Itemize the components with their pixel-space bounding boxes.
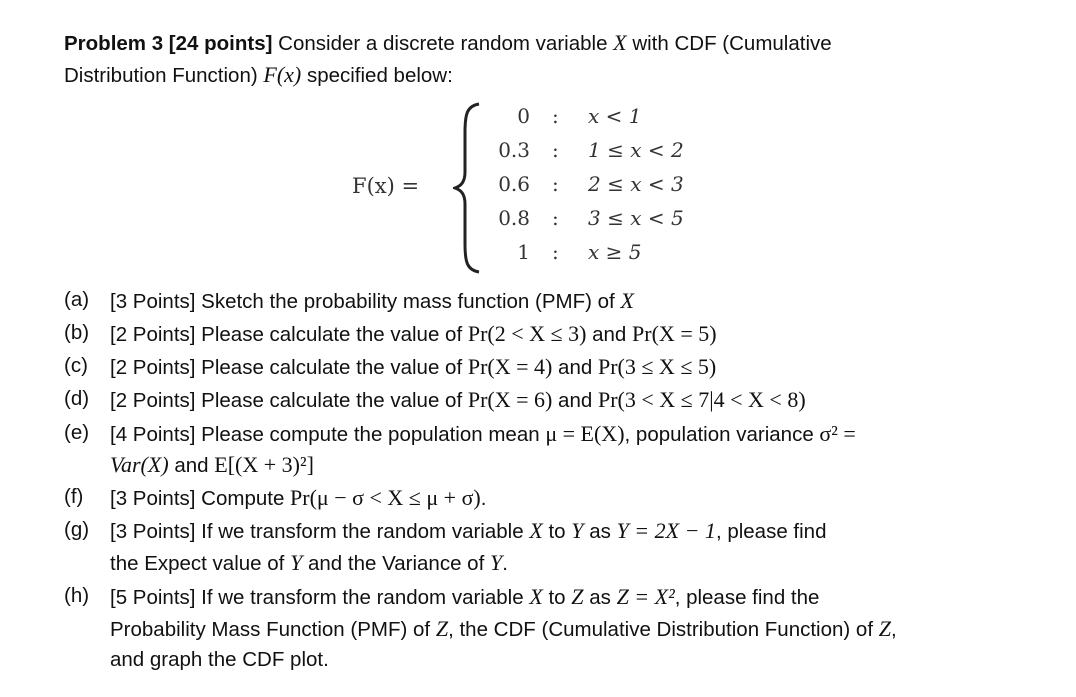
math-expression: Pr(3 < X ≤ 7|4 < X < 8) [597, 387, 806, 412]
question-label: (a) [64, 288, 90, 311]
question-text: and [552, 356, 598, 379]
cdf-value: 0.8 [498, 206, 530, 230]
cdf-value: 0.6 [498, 172, 530, 196]
problem-intro-line-1 [64, 30, 832, 56]
question-text: , please find the [674, 586, 820, 609]
intro-text: specified below: [301, 64, 453, 87]
cdf-separator: : [552, 138, 559, 162]
question-text: [2 Points] Please calculate the value of [110, 323, 468, 346]
question-text: as [583, 586, 617, 609]
question-text: [3 Points] If we transform the random variable [110, 520, 530, 543]
math-expression: Z = X² [616, 584, 675, 609]
question-text: and the Variance of [302, 552, 490, 575]
math-expression: E[(X + 3)²] [214, 452, 314, 477]
math-expression: Pr(X = 6) [467, 387, 553, 412]
question-text: . [480, 487, 487, 510]
question-text: Probability Mass Function (PMF) of [110, 618, 436, 641]
question-g-continuation [110, 550, 508, 576]
question-text: , please find [715, 520, 827, 543]
math-expression: σ² = [819, 421, 856, 446]
cdf-separator: : [552, 172, 559, 196]
cdf-value: 1 [517, 240, 530, 264]
question-text: [2 Points] Please calculate the value of [110, 356, 468, 379]
question-label: (f) [64, 485, 84, 508]
question-text: [4 Points] Please compute the population mean [110, 423, 546, 446]
math-expression: Z [571, 584, 584, 609]
cdf-condition: x < 1 [588, 104, 642, 128]
cdf-separator: : [552, 240, 559, 264]
math-expression: Y [489, 550, 503, 575]
math-expression: Var(X) [110, 452, 169, 477]
question-label: (b) [64, 321, 90, 344]
cdf-condition: x ≥ 5 [588, 240, 642, 264]
math-variable: X [613, 30, 627, 55]
cdf-condition: 1 ≤ x < 2 [588, 138, 684, 162]
math-function: F(x) [263, 62, 302, 87]
cdf-condition: 2 ≤ x < 3 [588, 172, 684, 196]
question-text: to [542, 586, 572, 609]
math-expression: Z [435, 616, 449, 641]
math-expression: Pr(X = 4) [467, 354, 553, 379]
math-expression: X [529, 518, 543, 543]
question-text: and [586, 323, 633, 346]
math-expression: Y [290, 550, 303, 575]
question-label: (c) [64, 354, 88, 377]
question-label: (e) [64, 421, 90, 444]
math-expression: Y [571, 518, 584, 543]
question-text: and [168, 454, 215, 477]
math-expression: Pr(μ − σ < X ≤ μ + σ) [290, 485, 481, 510]
question-text: , [890, 618, 897, 641]
question-text: the Expect value of [110, 552, 291, 575]
cdf-value: 0.3 [498, 138, 530, 162]
intro-text: Distribution Function) [64, 64, 264, 87]
cdf-separator: : [552, 104, 559, 128]
question-label: (d) [64, 387, 90, 410]
question-h-continuation-1 [110, 616, 897, 642]
cdf-separator: : [552, 206, 559, 230]
math-expression: Pr(3 ≤ X ≤ 5) [597, 354, 717, 379]
math-expression: Z [878, 616, 891, 641]
question-text: to [542, 520, 572, 543]
math-expression: μ = E(X) [545, 421, 625, 446]
question-text: , population variance [624, 423, 820, 446]
math-expression: X [620, 288, 634, 313]
math-expression: Pr(X = 5) [632, 321, 717, 346]
question-text: and [552, 389, 598, 412]
problem-title: Problem 3 [24 points] [64, 32, 273, 55]
question-text: [3 Points] Sketch the probability mass function (PMF) of [110, 290, 621, 313]
math-expression: Pr(2 < X ≤ 3) [467, 321, 587, 346]
question-h-continuation-2 [110, 648, 329, 672]
left-brace-icon [453, 102, 483, 274]
intro-text: Consider a discrete random variable [272, 32, 614, 55]
question-text: , the CDF (Cumulative Distribution Function) of [448, 618, 879, 641]
question-text: [5 Points] If we transform the random variable [110, 586, 530, 609]
math-expression: Y = 2X − 1 [616, 518, 716, 543]
question-text: and graph the CDF plot. [110, 648, 329, 671]
question-text: [2 Points] Please calculate the value of [110, 389, 468, 412]
cdf-value: 0 [517, 104, 530, 128]
math-expression: X [529, 584, 543, 609]
problem-intro-line-2 [64, 62, 453, 88]
question-text: [3 Points] Compute [110, 487, 291, 510]
question-text: as [583, 520, 617, 543]
question-label: (g) [64, 518, 90, 541]
cdf-definition [350, 102, 730, 277]
cdf-label: F(x) = [352, 174, 420, 198]
question-e-continuation [110, 452, 314, 478]
question-text: . [502, 552, 508, 575]
question-label: (h) [64, 584, 90, 607]
intro-text: with CDF (Cumulative [626, 32, 832, 55]
cdf-condition: 3 ≤ x < 5 [588, 206, 684, 230]
